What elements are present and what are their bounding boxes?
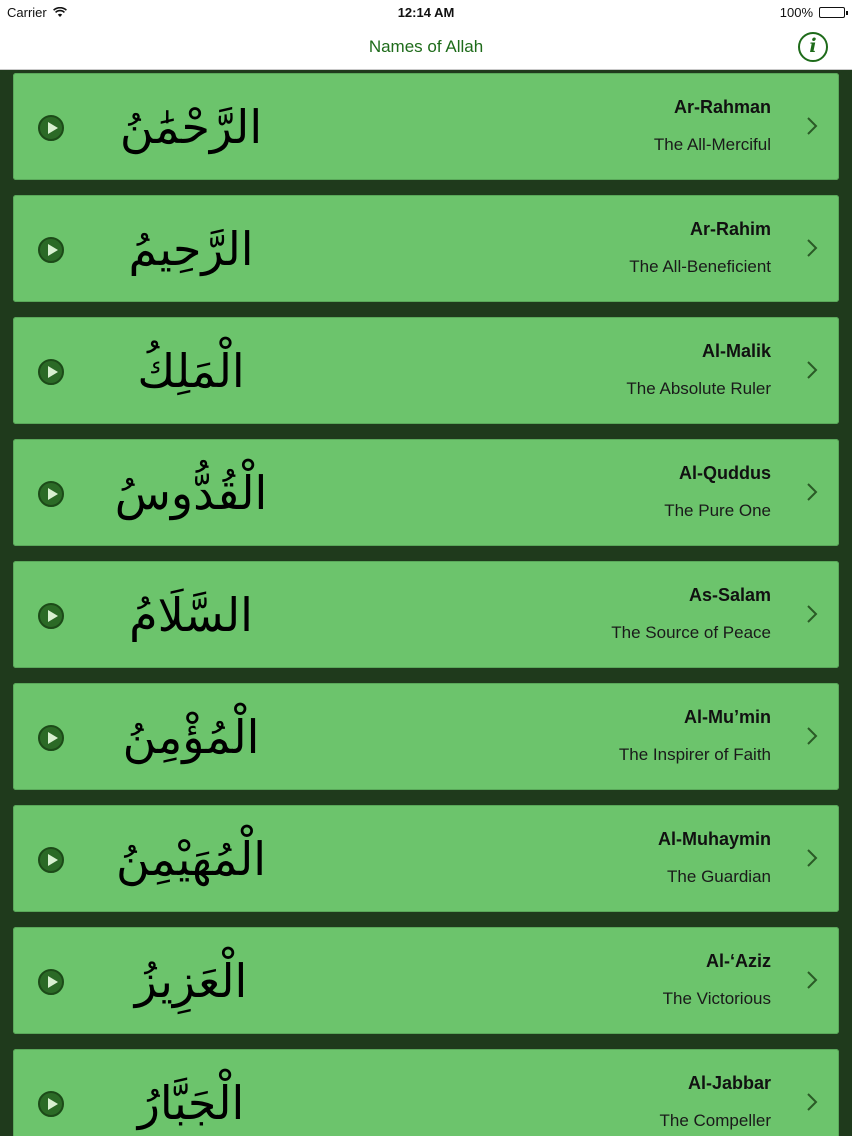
arabic-calligraphy: الْعَزِيزُ xyxy=(134,954,248,1008)
chevron-right-icon[interactable] xyxy=(805,967,819,993)
name-transliteration: Al-Malik xyxy=(701,341,771,361)
status-battery xyxy=(780,5,845,20)
play-icon[interactable] xyxy=(38,359,64,385)
name-transliteration: Al-‘Aziz xyxy=(706,951,771,971)
chevron-right-icon[interactable] xyxy=(805,113,819,139)
play-icon[interactable] xyxy=(38,481,64,507)
arabic-calligraphy: الرَّحِيمُ xyxy=(128,222,254,276)
list-item[interactable] xyxy=(13,317,839,424)
status-time: 12:14 AM xyxy=(397,5,455,20)
carrier-label: Carrier xyxy=(7,5,47,20)
status-bar xyxy=(0,0,852,24)
info-icon: i xyxy=(809,35,817,57)
name-transliteration: Ar-Rahman xyxy=(673,97,771,117)
play-icon[interactable] xyxy=(38,725,64,751)
chevron-right-icon[interactable] xyxy=(805,479,819,505)
chevron-right-icon[interactable] xyxy=(805,845,819,871)
chevron-right-icon[interactable] xyxy=(805,601,819,627)
name-meaning: The Guardian xyxy=(667,867,771,886)
play-icon[interactable] xyxy=(38,847,64,873)
name-transliteration: Al-Mu’min xyxy=(684,707,771,727)
name-meaning: The Inspirer of Faith xyxy=(618,745,771,764)
name-transliteration: Al-Muhaymin xyxy=(657,829,771,849)
names-list[interactable] xyxy=(0,71,852,1136)
battery-icon xyxy=(819,7,845,18)
name-meaning: The Absolute Ruler xyxy=(626,379,771,398)
arabic-calligraphy: الْمُؤْمِنُ xyxy=(122,710,260,764)
list-item[interactable] xyxy=(13,439,839,546)
list-item[interactable] xyxy=(13,561,839,668)
name-transliteration: Al-Jabbar xyxy=(687,1073,771,1093)
name-meaning: The All-Beneficient xyxy=(629,257,771,276)
name-meaning: The Compeller xyxy=(659,1111,771,1130)
play-icon[interactable] xyxy=(38,603,64,629)
name-meaning: The Source of Peace xyxy=(611,623,771,642)
navigation-bar xyxy=(0,24,852,70)
list-item[interactable] xyxy=(13,73,839,180)
list-item[interactable] xyxy=(13,195,839,302)
chevron-right-icon[interactable] xyxy=(805,1089,819,1115)
arabic-calligraphy: السَّلَامُ xyxy=(129,588,253,642)
name-transliteration: Ar-Rahim xyxy=(689,219,771,239)
arabic-calligraphy: الْجَبَّارُ xyxy=(137,1076,245,1130)
name-meaning: The All-Merciful xyxy=(653,135,771,154)
play-icon[interactable] xyxy=(38,1091,64,1117)
list-item[interactable] xyxy=(13,805,839,912)
list-item[interactable] xyxy=(13,683,839,790)
arabic-calligraphy: الْمُهَيْمِنُ xyxy=(115,832,267,886)
chevron-right-icon[interactable] xyxy=(805,357,819,383)
name-meaning: The Pure One xyxy=(664,501,771,520)
play-icon[interactable] xyxy=(38,237,64,263)
page-title: Names of Allah xyxy=(368,37,484,56)
name-transliteration: As-Salam xyxy=(688,585,771,605)
chevron-right-icon[interactable] xyxy=(805,235,819,261)
list-item[interactable] xyxy=(13,1049,839,1136)
info-button[interactable] xyxy=(798,32,828,62)
play-icon[interactable] xyxy=(38,115,64,141)
chevron-right-icon[interactable] xyxy=(805,723,819,749)
arabic-calligraphy: الْمَلِكُ xyxy=(137,344,245,398)
arabic-calligraphy: الْقُدُّوسُ xyxy=(114,466,268,520)
play-icon[interactable] xyxy=(38,969,64,995)
name-transliteration: Al-Quddus xyxy=(679,463,771,483)
list-item[interactable] xyxy=(13,927,839,1034)
arabic-calligraphy: الرَّحْمَٰنُ xyxy=(119,100,263,154)
name-meaning: The Victorious xyxy=(662,989,771,1008)
battery-percent: 100% xyxy=(779,5,813,20)
